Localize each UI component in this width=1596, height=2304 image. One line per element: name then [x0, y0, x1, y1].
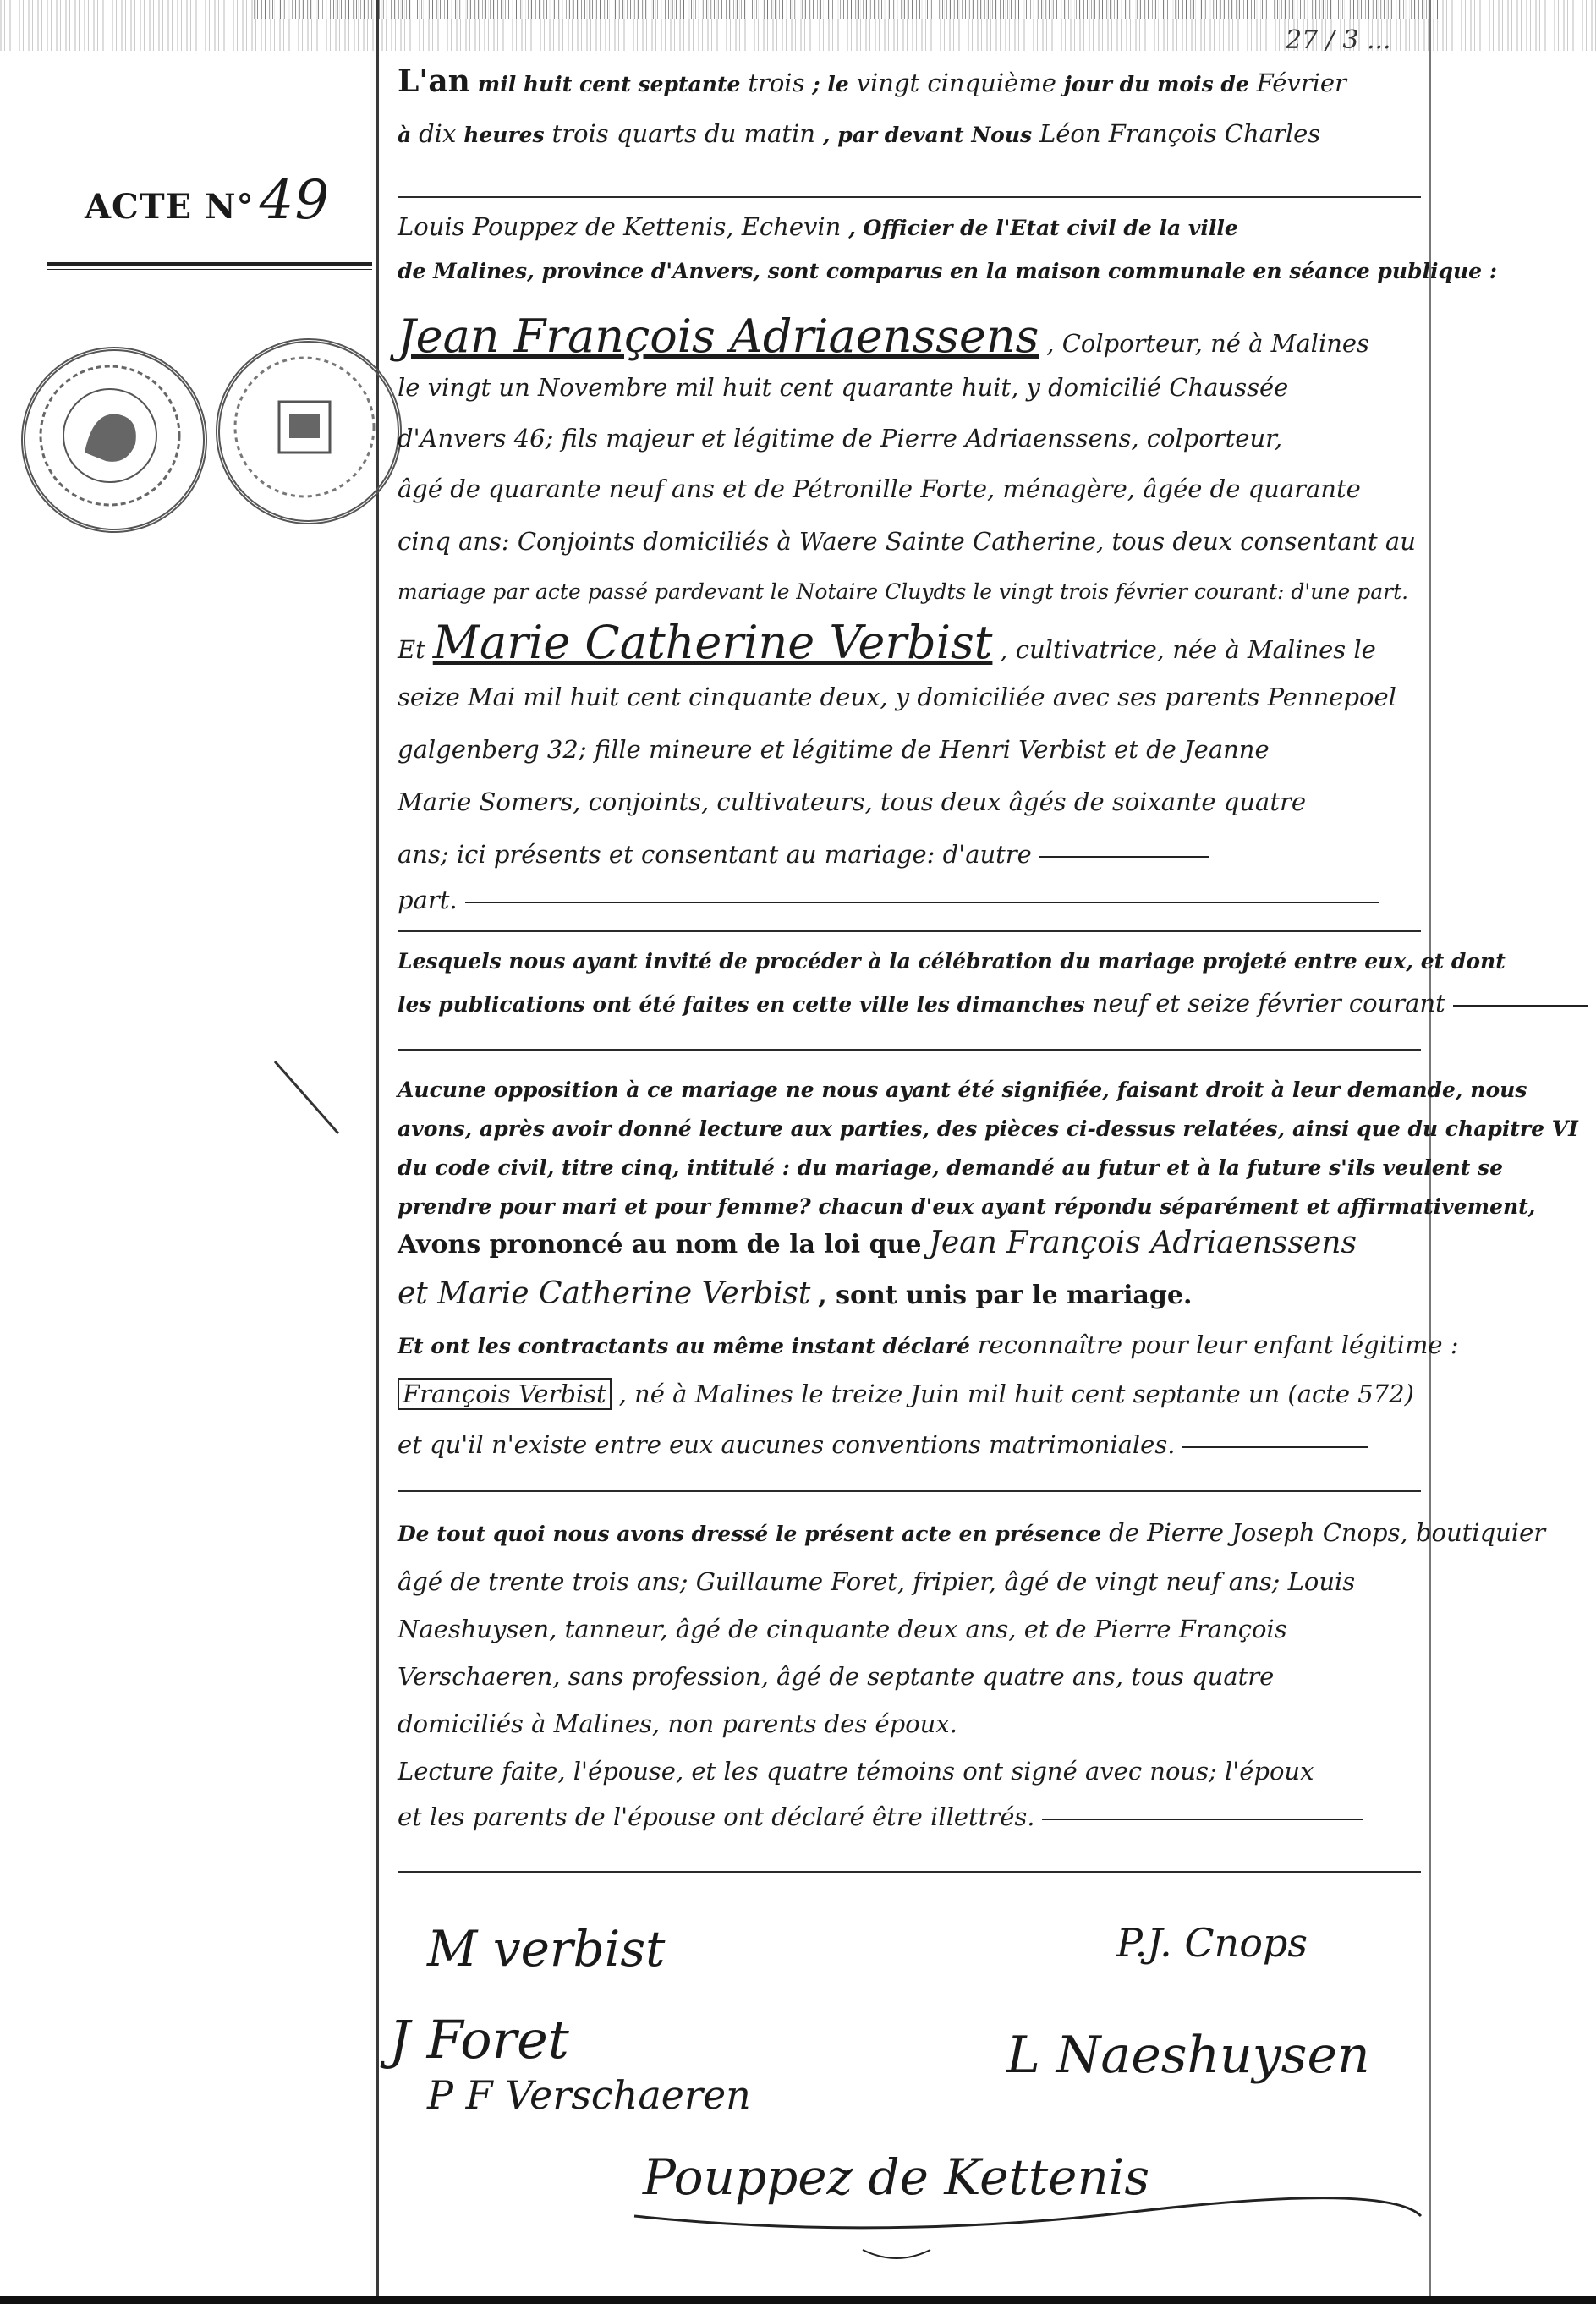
line-19: [398, 1074, 1527, 1105]
handwritten-text: seize Mai mil huit cent cinquante deux, y domiciliée avec ses parents Pennepoel: [398, 683, 1396, 711]
handwritten-text: domiciliés à Malines, non parents des époux.: [398, 1709, 957, 1738]
groom-name: Jean François Adriaenssens: [398, 310, 1039, 363]
line-17: [398, 946, 1506, 977]
day-prefix: ; le: [812, 72, 849, 96]
signature-flourish: [626, 2182, 1438, 2267]
bride-occupation: , cultivatrice, née à Malines le: [1000, 635, 1376, 664]
line-12: [398, 682, 1421, 713]
signature-witness-verschaeren: P F Verschaeren: [427, 2072, 751, 2118]
acte-rule-thin: [47, 269, 372, 270]
hour-prefix: à: [398, 123, 412, 147]
printed-text: Lesquels nous ayant invité de procéder à la célébration du mariage projeté entre eux, et dont: [398, 949, 1506, 974]
line-30: [398, 1614, 1421, 1645]
handwritten-text: âgé de quarante neuf ans et de Pétronille Forte, ménagère, âgée de quarante: [398, 475, 1361, 503]
line-5: [398, 311, 1421, 371]
handwritten-text: et les parents de l'épouse ont déclaré être illettrés.: [398, 1802, 1035, 1831]
handwritten-text: Naeshuysen, tanneur, âgé de cinquante deux ans, et de Pierre François: [398, 1615, 1287, 1643]
signature-witness-naeshuysen: L Naeshuysen: [1006, 2026, 1370, 2085]
line-10: [398, 577, 1421, 607]
printed-text: De tout quoi nous avons dressé le présent acte en présence: [398, 1522, 1102, 1546]
section-rule-3: [398, 1049, 1421, 1051]
line-11: [398, 617, 1421, 677]
printed-text: prendre pour mari et pour femme? chacun d'eux ayant répondu séparément et affirmativement,: [398, 1194, 1536, 1219]
month-value: Février: [1256, 69, 1346, 97]
witness-1: de Pierre Joseph Cnops, boutiquier: [1109, 1518, 1546, 1547]
groom-occupation: , Colporteur, né à Malines: [1046, 329, 1369, 358]
year-suffix: trois: [748, 69, 805, 97]
printed-text: de Malines, province d'Anvers, sont comparus en la maison communale en séance publique :: [398, 259, 1498, 283]
fill-line: [1453, 1005, 1588, 1007]
printed-text: Aucune opposition à ce mariage ne nous ayant été signifiée, faisant droit à leur demande, nous: [398, 1078, 1527, 1102]
line-15: [398, 839, 1421, 870]
handwritten-text: le vingt un Novembre mil huit cent quarante huit, y domicilié Chaussée: [398, 373, 1289, 402]
line-28: [398, 1517, 1546, 1550]
scan-noise-top-dark: [254, 0, 1438, 19]
hour-label: heures: [463, 123, 545, 147]
handwritten-text: Marie Somers, conjoints, cultivateurs, tous deux âgés de soixante quatre: [398, 787, 1307, 816]
officer-name-cont: Louis Pouppez de Kettenis, Echevin: [398, 212, 842, 241]
signature-witness-cnops: P.J. Cnops: [1116, 1920, 1308, 1966]
handwritten-text: et qu'il n'existe entre eux aucunes conventions matrimoniales.: [398, 1430, 1176, 1459]
fill-line: [1039, 856, 1209, 858]
handwritten-text: d'Anvers 46; fils majeur et légitime de Pierre Adriaenssens, colporteur,: [398, 424, 1283, 453]
printed-text: du code civil, titre cinq, intitulé : du mariage, demandé au futur et à la future s'ils veulent se: [398, 1155, 1504, 1180]
section-rule-2: [398, 930, 1421, 932]
printed-text: les publications ont été faites en cette ville les dimanches: [398, 992, 1085, 1017]
margin-rule-right: [1429, 0, 1431, 2304]
fill-line: [465, 902, 1379, 903]
handwritten-text: cinq ans: Conjoints domiciliés à Waere Sainte Catherine, tous deux consentant au: [398, 527, 1416, 556]
registry-stamp: [216, 338, 402, 524]
groom-name-repeat: Jean François Adriaenssens: [929, 1226, 1357, 1260]
handwritten-text: Lecture faite, l'épouse, et les quatre témoins ont signé avec nous; l'époux: [398, 1757, 1314, 1786]
printed-text: avons, après avoir donné lecture aux parties, des pièces ci-dessus relatées, ainsi que du chapitre VI: [398, 1116, 1578, 1141]
line-25: [398, 1330, 1459, 1362]
line-34: [398, 1802, 1421, 1833]
officer-name: Léon François Charles: [1039, 119, 1321, 148]
stray-mark: [271, 1057, 347, 1142]
line-29: [398, 1566, 1421, 1598]
corner-note: 27 / 3 ...: [1286, 25, 1391, 55]
signature-officer: Pouppez de Kettenis: [643, 2148, 1150, 2206]
fill-line: [1042, 1819, 1363, 1820]
line-22: [398, 1191, 1536, 1222]
acte-number-label: [85, 169, 330, 232]
handwritten-text: part.: [398, 886, 458, 914]
recognition-text: reconnaître pour leur enfant légitime :: [977, 1330, 1459, 1359]
line-6: [398, 372, 1421, 403]
line-21: [398, 1152, 1504, 1183]
conjunction: Et: [398, 635, 425, 664]
section-rule-4: [398, 1490, 1421, 1492]
hour-value: dix: [419, 119, 457, 148]
line-3: [398, 211, 1421, 244]
year-prefix: mil huit cent septante: [477, 72, 741, 96]
signature-witness-foret: J Foret: [389, 2009, 569, 2071]
handwritten-text: galgenberg 32; fille mineure et légitime de Henri Verbist et de Jeanne: [398, 735, 1270, 764]
acte-number: 49: [259, 169, 331, 232]
line-32: [398, 1709, 1421, 1740]
line-18: [398, 988, 1445, 1020]
month-prefix: jour du mois de: [1063, 72, 1249, 96]
child-name: François Verbist: [398, 1378, 612, 1410]
handwritten-text: âgé de trente trois ans; Guillaume Foret, fripier, âgé de vingt neuf ans; Louis: [398, 1567, 1356, 1596]
child-birth: , né à Malines le treize Juin mil huit cent septante un (acte 572): [618, 1380, 1414, 1408]
handwritten-text: mariage par acte passé pardevant le Notaire Cluydts le vingt trois février courant: d'une part.: [398, 579, 1409, 604]
line-16: [398, 885, 1421, 916]
line-23: [398, 1228, 1421, 1260]
lan-heading: L'an: [398, 63, 470, 99]
line-33: [398, 1756, 1421, 1787]
line-7: [398, 423, 1421, 454]
section-rule-1: [398, 196, 1421, 198]
hour-detail: trois quarts du matin: [551, 119, 815, 148]
bride-name-repeat: et Marie Catherine Verbist: [398, 1276, 811, 1311]
line-2: [398, 118, 1421, 151]
officer-title: , Officier de l'Etat civil de la ville: [848, 216, 1238, 240]
line-14: [398, 787, 1421, 818]
printed-text: Et ont les contractants au même instant déclaré: [398, 1334, 970, 1358]
line-31: [398, 1661, 1421, 1692]
official-seal-stamp: [21, 347, 207, 533]
day-value: vingt cinquième: [856, 69, 1056, 97]
bride-name: Marie Catherine Verbist: [432, 616, 993, 669]
line-13: [398, 734, 1421, 765]
line-20: [398, 1113, 1578, 1144]
line-24: [398, 1276, 1421, 1311]
pronouncement: Avons prononcé au nom de la loi que: [398, 1230, 922, 1259]
scan-edge-bottom: [0, 2296, 1596, 2304]
line-27: [398, 1429, 1421, 1461]
line-4: [398, 255, 1498, 287]
line-26: [398, 1379, 1421, 1410]
line-1: [398, 63, 1421, 100]
union-declaration: , sont unis par le mariage.: [818, 1281, 1193, 1310]
handwritten-text: Verschaeren, sans profession, âgé de septante quatre ans, tous quatre: [398, 1662, 1275, 1691]
acte-rule: [47, 262, 372, 266]
line-9: [398, 526, 1421, 557]
fill-line: [1182, 1446, 1368, 1448]
signature-bride: M verbist: [427, 1920, 666, 1978]
publication-dates: neuf et seize février courant: [1092, 989, 1445, 1018]
section-rule-5: [398, 1871, 1421, 1873]
officer-prefix: , par devant Nous: [822, 123, 1033, 147]
acte-label: ACTE N°: [85, 187, 255, 227]
handwritten-text: ans; ici présents et consentant au mariage: d'autre: [398, 840, 1032, 869]
line-8: [398, 474, 1421, 505]
